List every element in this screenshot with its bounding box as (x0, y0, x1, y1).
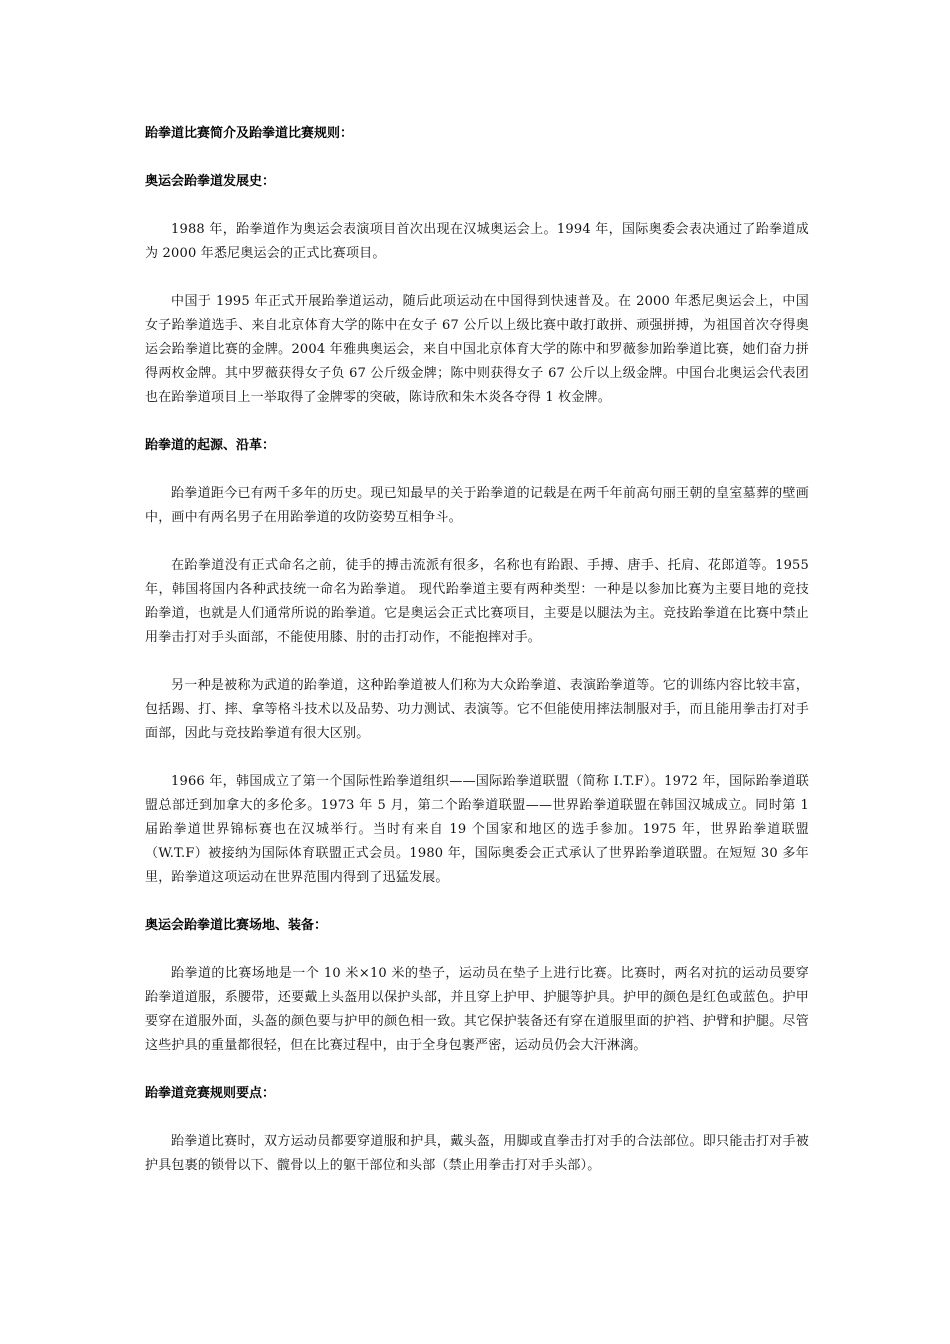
paragraph: 中国于 1995 年正式开展跆拳道运动，随后此项运动在中国得到快速普及。在 2000 年悉尼奥运会上，中国女子跆拳道选手、来自北京体育大学的陈中在女子 67 公斤以上级比赛中敢打敢拼、顽强拼搏，为祖国首次夺得奥运会跆拳道比赛的金牌。2004 年雅典奥运会，来自中国北京体育大学的陈中和罗薇参加跆拳道比赛，她们奋力拼得两枚金牌。其中罗薇获得女子负 67 公斤级金牌；陈中则获得女子 67 公斤以上级金牌。中国台北奥运会代表团也在跆拳道项目上一举取得了金牌零的突破，陈诗欣和朱木炎各夺得 1 枚金牌。 (145, 294, 809, 405)
paragraph: 1966 年，韩国成立了第一个国际性跆拳道组织——国际跆拳道联盟（简称 I.T.F）。1972 年，国际跆拳道联盟总部迁到加拿大的多伦多。1973 年 5 月，第二个跆拳道联盟——世界跆拳道联盟在韩国汉城成立。同时第 1 届跆拳道世界锦标赛也在汉城举行。当时有来自 19 个国家和地区的选手参加。1975 年，世界跆拳道联盟（W.T.F）被接纳为国际体育联盟正式会员。1980 年，国际奥委会正式承认了世界跆拳道联盟。在短短 30 多年里，跆拳道这项运动在世界范围内得到了迅猛发展。 (145, 774, 809, 885)
section-heading: 跆拳道的起源、沿革： (145, 438, 276, 453)
paragraph: 在跆拳道没有正式命名之前，徒手的搏击流派有很多，名称也有跆跟、手搏、唐手、托肩、花郎道等。1955 年，韩国将国内各种武技统一命名为跆拳道。 现代跆拳道主要有两种类型：一种是以参加比赛为主要目地的竞技跆拳道，也就是人们通常所说的跆拳道。它是奥运会正式比赛项目，主要是以腿法为主。竞技跆拳道在比赛中禁止用拳击打对手头面部，不能使用膝、肘的击打动作，不能抱摔对手。 (145, 558, 809, 645)
paragraph: 跆拳道比赛时，双方运动员都要穿道服和护具，戴头盔，用脚或直拳击打对手的合法部位。即只能击打对手被护具包裹的锁骨以下、髋骨以上的躯干部位和头部（禁止用拳击打对手头部）。 (145, 1134, 809, 1173)
paragraph: 另一种是被称为武道的跆拳道，这种跆拳道被人们称为大众跆拳道、表演跆拳道等。它的训练内容比较丰富，包括踢、打、摔、拿等格斗技术以及品势、功力测试、表演等。它不但能使用摔法制服对手，而且能用拳击打对手面部，因此与竞技跆拳道有很大区别。 (145, 678, 809, 741)
paragraph: 跆拳道距今已有两千多年的历史。现已知最早的关于跆拳道的记载是在两千年前高句丽王朝的皇室墓葬的壁画中，画中有两名男子在用跆拳道的攻防姿势互相争斗。 (145, 486, 809, 525)
section-heading: 奥运会跆拳道发展史： (145, 174, 276, 189)
section-venue-equipment (145, 914, 809, 1058)
paragraph: 跆拳道的比赛场地是一个 10 米×10 米的垫子，运动员在垫子上进行比赛。比赛时，两名对抗的运动员要穿跆拳道道服，系腰带，还要戴上头盔用以保护头部，并且穿上护甲、护腿等护具。护甲的颜色是红色或蓝色。护甲要穿在道服外面，头盔的颜色要与护甲的颜色相一致。其它保护装备还有穿在道服里面的护裆、护臂和护腿。尽管这些护具的重量都很轻，但在比赛过程中，由于全身包裹严密，运动员仍会大汗淋漓。 (145, 966, 809, 1053)
section-competition-rules (145, 1082, 809, 1178)
section-origin-history (145, 434, 809, 890)
paragraph: 1988 年，跆拳道作为奥运会表演项目首次出现在汉城奥运会上。1994 年，国际奥委会表决通过了跆拳道成为 2000 年悉尼奥运会的正式比赛项目。 (145, 222, 809, 261)
document-title: 跆拳道比赛简介及跆拳道比赛规则： (145, 126, 354, 141)
section-olympic-history (145, 170, 809, 410)
document-page (145, 122, 809, 1202)
section-heading: 奥运会跆拳道比赛场地、装备： (145, 918, 328, 933)
section-heading: 跆拳道竞赛规则要点： (145, 1086, 276, 1101)
